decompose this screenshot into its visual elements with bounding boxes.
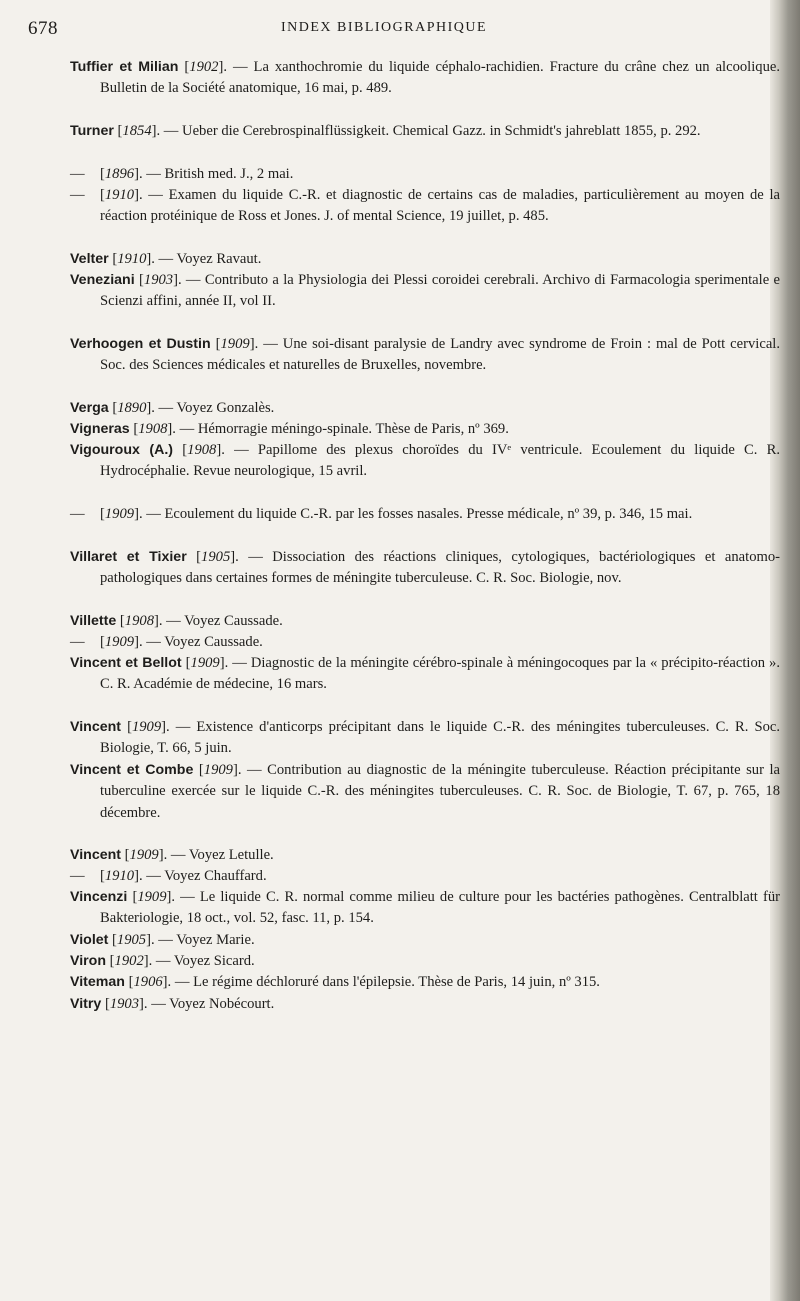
entry-text: . — Voyez Gonzalès. bbox=[151, 400, 275, 416]
entry-text: . — Existence d'anticorps précipitant dans le liquide C.-R. des méningites tuberculeuses. C. R. Soc. Biologie, T. 66, 5 juin. bbox=[100, 719, 780, 757]
entry-year: 1909 bbox=[220, 336, 250, 352]
entry-author: Vigouroux (A.) bbox=[70, 442, 174, 458]
entry-author: — bbox=[70, 187, 85, 203]
entry-year: 1908 bbox=[138, 421, 168, 437]
entry-text: . — Voyez Nobécourt. bbox=[143, 996, 275, 1012]
entry-text: . — Papillome des plexus choroïdes du IVᵉ ventricule. Ecoulement du liquide C. R. Hydrocéphalie. Revue neurologique, 15 avril. bbox=[100, 442, 780, 480]
entry-year: 1902 bbox=[114, 953, 144, 969]
entry-year: 1902 bbox=[189, 59, 219, 75]
entry-text: . — Ueber die Cerebrospinalflüssigkeit. Chemical Gazz. in Schmidt's jahreblatt 1855, p. 292. bbox=[156, 123, 701, 139]
entry-year: 1909 bbox=[190, 655, 220, 671]
entry-year: 1910 bbox=[117, 251, 147, 267]
entry-year: 1854 bbox=[122, 123, 152, 139]
entry-author: Villaret et Tixier bbox=[70, 549, 187, 565]
entry-year: 1903 bbox=[109, 996, 140, 1012]
entry-year: 1905 bbox=[116, 932, 147, 948]
bibliography-entry: Vigneras [1908]. — Hémorragie méningo-spinale. Thèse de Paris, nº 369. bbox=[70, 421, 509, 437]
bibliography-entry: — [1909]. — Voyez Caussade. bbox=[70, 632, 780, 653]
running-title: INDEX BIBLIOGRAPHIQUE bbox=[280, 20, 488, 35]
bibliography-entry: Verga [1890]. — Voyez Gonzalès. bbox=[70, 400, 275, 416]
bibliography-entry: Vigouroux (A.) [1908]. — Papillome des plexus choroïdes du IVᵉ ventricule. Ecoulement du liquide C. R. Hydrocéphalie. Revue neurologique, 15 avril. bbox=[70, 442, 780, 480]
entry-author: Tuffier et Milian bbox=[70, 59, 179, 75]
entry-text: . — Contributo a la Physiologia dei Plessi coroidei cerebrali. Archivo di Farmacologia sperimentale e Scienzi affini, année II, vol II. bbox=[100, 272, 780, 310]
entry-text: . — Voyez Caussade. bbox=[158, 613, 283, 629]
entry-year: 1909 bbox=[129, 847, 159, 863]
bibliography-entry: Viteman [1906]. — Le régime déchloruré dans l'épilepsie. Thèse de Paris, 14 juin, nº 315. bbox=[70, 974, 600, 990]
entry-author: Vincenzi bbox=[70, 889, 128, 905]
page-number: 678 bbox=[28, 18, 58, 39]
entry-year: 1909 bbox=[104, 634, 135, 650]
entry-author: Turner bbox=[70, 123, 114, 139]
entry-text: . — Voyez Letulle. bbox=[163, 847, 274, 863]
bibliography-entry: Vincent [1909]. — Existence d'anticorps précipitant dans le liquide C.-R. des méningites tuberculeuses. C. R. Soc. Biologie, T. 66, 5 juin. bbox=[70, 719, 780, 757]
entry-text: . — Contribution au diagnostic de la méningite tuberculeuse. Réaction précipitante sur la tuberculine exercée sur le liquide C.-R. des méningites tuberculeuses. C. R. Soc. de Biologie, T. 67, p. 765, 18 décembre. bbox=[100, 762, 780, 821]
entry-text: . — Dissociation des réactions cliniques, cytologiques, bactériologiques et anatomo-pathologiques dans certaines formes de méningite tuberculeuse. C. R. Soc. Biologie, nov. bbox=[100, 549, 780, 587]
entry-text: . — Voyez Chauffard. bbox=[138, 868, 267, 884]
entry-text: . — British med. J., 2 mai. bbox=[138, 166, 294, 182]
entry-text: . — Examen du liquide C.-R. et diagnostic de certains cas de maladies, particulièrement au moyen de la réaction protéinique de Ross et Jones. J. of mental Science, 19 juillet, p. 485. bbox=[100, 187, 780, 225]
entry-author: Vigneras bbox=[70, 421, 130, 437]
entry-author: — bbox=[70, 166, 85, 182]
bibliography-entry: Villette [1908]. — Voyez Caussade. bbox=[70, 613, 283, 629]
entry-year: 1909 bbox=[137, 889, 167, 905]
entry-author: Velter bbox=[70, 251, 109, 267]
bibliography-entry: Vincent et Bellot [1909]. — Diagnostic de la méningite cérébro-spinale à méningocoques par la « précipito-réaction ». C. R. Académie de médecine, 16 mars. bbox=[70, 655, 780, 693]
entry-year: 1909 bbox=[131, 719, 162, 735]
entry-year: 1896 bbox=[104, 166, 135, 182]
entry-year: 1909 bbox=[104, 506, 135, 522]
entry-author: Veneziani bbox=[70, 272, 135, 288]
entry-text: . — Hémorragie méningo-spinale. Thèse de Paris, nº 369. bbox=[172, 421, 509, 437]
entry-year: 1903 bbox=[143, 272, 174, 288]
bibliography-entry: Villaret et Tixier [1905]. — Dissociation des réactions cliniques, cytologiques, bactériologiques et anatomo-pathologiques dans certaines formes de méningite tuberculeuse. C. R. Soc. Biologie, nov. bbox=[70, 549, 780, 587]
entry-author: Vincent et Combe bbox=[70, 762, 194, 778]
entry-author: Vitry bbox=[70, 996, 102, 1012]
bibliography-entry: Vincent [1909]. — Voyez Letulle. bbox=[70, 847, 274, 863]
entry-year: 1910 bbox=[104, 868, 135, 884]
entry-text: . — Le liquide C. R. normal comme milieu de culture pour les bactéries pathogènes. Centralblatt für Bakteriologie, 18 oct., vol. 52, fasc. 11, p. 154. bbox=[100, 889, 780, 927]
bibliography-entry: Vincent et Combe [1909]. — Contribution au diagnostic de la méningite tuberculeuse. Réaction précipitante sur la tuberculine exercée sur le liquide C.-R. des méningites tuberculeuses. C. R. Soc. de Biologie, T. 67, p. 765, 18 décembre. bbox=[70, 762, 780, 821]
bibliography-entry: Vincenzi [1909]. — Le liquide C. R. normal comme milieu de culture pour les bactéries pathogènes. Centralblatt für Bakteriologie, 18 oct., vol. 52, fasc. 11, p. 154. bbox=[70, 889, 780, 927]
bibliography-entry: Turner [1854]. — Ueber die Cerebrospinalflüssigkeit. Chemical Gazz. in Schmidt's jahreblatt 1855, p. 292. bbox=[70, 123, 701, 139]
entry-year: 1910 bbox=[104, 187, 135, 203]
entry-author: — bbox=[70, 868, 85, 884]
bibliography-entry: Veneziani [1903]. — Contributo a la Physiologia dei Plessi coroidei cerebrali. Archivo di Farmacologia sperimentale e Scienzi affini, année II, vol II. bbox=[70, 272, 780, 310]
entry-author: Vincent bbox=[70, 847, 121, 863]
entry-author: — bbox=[70, 634, 85, 650]
entry-author: Verga bbox=[70, 400, 109, 416]
bibliography-entry: Tuffier et Milian [1902]. — La xanthochromie du liquide céphalo-rachidien. Fracture du crâne chez un alcoolique. Bulletin de la Société anatomique, 16 mai, p. 489. bbox=[70, 59, 781, 97]
bibliography-entry: Verhoogen et Dustin [1909]. — Une soi-disant paralysie de Landry avec syndrome de Froin : mal de Pott cervical. Soc. des Sciences médicales et naturelles de Bruxelles, novembre. bbox=[70, 336, 780, 374]
bibliography-entry: — [1910]. — Examen du liquide C.-R. et diagnostic de certains cas de maladies, particulièrement au moyen de la réaction protéinique de Ross et Jones. J. of mental Science, 19 juillet, p. 485. bbox=[70, 187, 780, 225]
entry-author: Verhoogen et Dustin bbox=[70, 336, 211, 352]
entry-text: . — Une soi-disant paralysie de Landry avec syndrome de Froin : mal de Pott cervical. Soc. des Sciences médicales et naturelles de Bruxelles, novembre. bbox=[100, 336, 780, 374]
entry-text: . — La xanthochromie du liquide céphalo-rachidien. Fracture du crâne chez un alcoolique. Bulletin de la Société anatomique, 16 mai, p. 489. bbox=[100, 59, 781, 97]
bibliography-entry: Vitry [1903]. — Voyez Nobécourt. bbox=[70, 996, 275, 1012]
entry-text: . — Voyez Marie. bbox=[150, 932, 255, 948]
entry-text: . — Ecoulement du liquide C.-R. par les fosses nasales. Presse médicale, nº 39, p. 346, 15 mai. bbox=[138, 506, 693, 522]
entry-year: 1908 bbox=[124, 613, 154, 629]
bibliography-entry: — [1896]. — British med. J., 2 mai. bbox=[70, 164, 780, 185]
entry-text: . — Voyez Sicard. bbox=[148, 953, 255, 969]
page-header bbox=[28, 18, 740, 42]
bibliography-entry: — [1909]. — Ecoulement du liquide C.-R. par les fosses nasales. Presse médicale, nº 39, p. 346, 15 mai. bbox=[70, 504, 780, 525]
bibliography-entry: Violet [1905]. — Voyez Marie. bbox=[70, 932, 255, 948]
entry-year: 1890 bbox=[117, 400, 147, 416]
entry-author: Viteman bbox=[70, 974, 125, 990]
entry-text: . — Voyez Ravaut. bbox=[151, 251, 262, 267]
entry-author: Vincent bbox=[70, 719, 121, 735]
entry-year: 1906 bbox=[133, 974, 163, 990]
entry-text: . — Voyez Caussade. bbox=[138, 634, 263, 650]
bibliography-entry: Velter [1910]. — Voyez Ravaut. bbox=[70, 251, 262, 267]
entry-year: 1908 bbox=[187, 442, 217, 458]
bibliography-entry: Viron [1902]. — Voyez Sicard. bbox=[70, 953, 255, 969]
entry-author: Vincent et Bellot bbox=[70, 655, 182, 671]
entry-author: Viron bbox=[70, 953, 107, 969]
entry-text: . — Diagnostic de la méningite cérébro-spinale à méningocoques par la « précipito-réaction ». C. R. Académie de médecine, 16 mars. bbox=[100, 655, 780, 693]
entry-text: . — Le régime déchloruré dans l'épilepsie. Thèse de Paris, 14 juin, nº 315. bbox=[167, 974, 600, 990]
entry-year: 1905 bbox=[201, 549, 231, 565]
entry-year: 1909 bbox=[203, 762, 233, 778]
entry-author: Violet bbox=[70, 932, 109, 948]
bibliography-entry: — [1910]. — Voyez Chauffard. bbox=[70, 866, 780, 887]
entry-author: — bbox=[70, 506, 85, 522]
entry-author: Villette bbox=[70, 613, 117, 629]
